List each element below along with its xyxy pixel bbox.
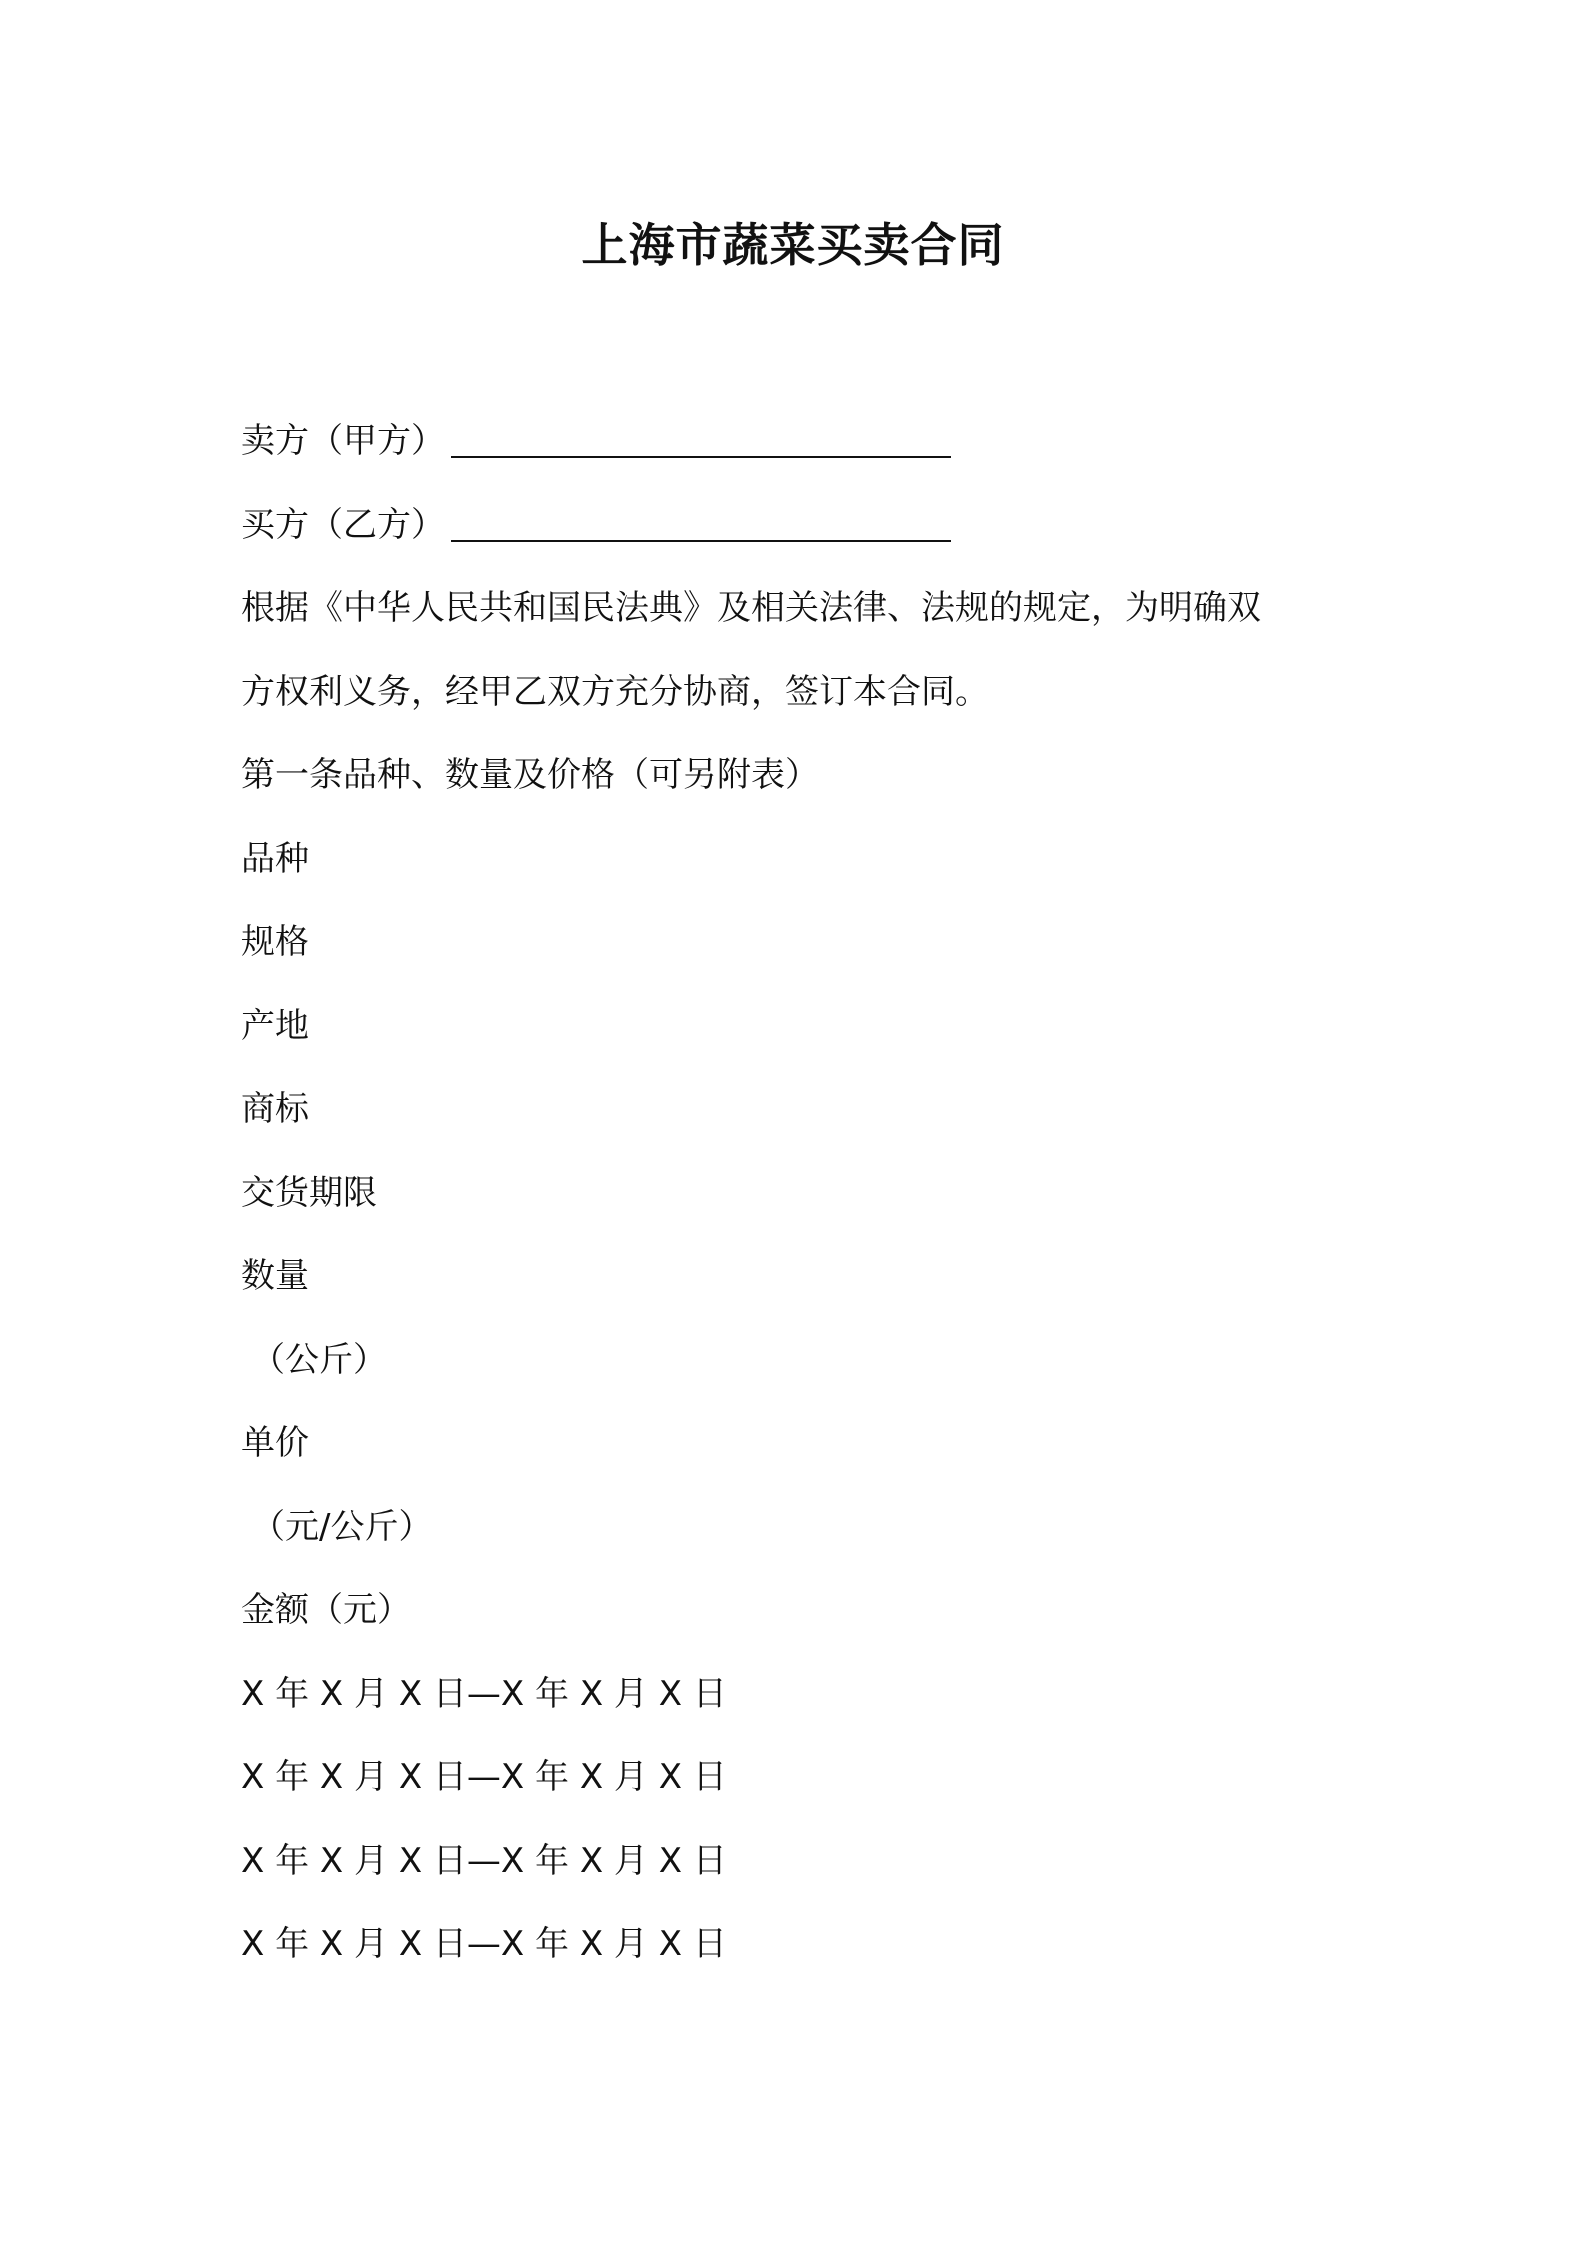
field-unit-price: 单价 (241, 1423, 309, 1463)
field-origin: 产地 (241, 1005, 309, 1046)
field-unit-price-unit: （元/公斤） (251, 1506, 433, 1547)
preamble-line-2: 方权利义务，经甲乙双方充分协商，签订本合同。 (241, 671, 989, 712)
buyer-blank-field (451, 500, 951, 542)
preamble-line-1: 根据《中华人民共和国民法典》及相关法律、法规的规定，为明确双 (241, 588, 1261, 628)
delivery-period-1: X 年 X 月 X 日—X 年 X 月 X 日 (241, 1673, 727, 1714)
buyer-label: 买方（乙方） (241, 504, 445, 545)
field-quantity-unit: （公斤） (251, 1339, 387, 1380)
field-delivery-term: 交货期限 (241, 1172, 377, 1213)
seller-line (241, 400, 1371, 484)
delivery-period-3: X 年 X 月 X 日—X 年 X 月 X 日 (241, 1840, 727, 1881)
seller-blank-field (451, 416, 951, 458)
seller-label: 卖方（甲方） (241, 421, 445, 461)
article-1-heading: 第一条品种、数量及价格（可另附表） (241, 755, 819, 795)
field-quantity: 数量 (241, 1256, 309, 1296)
delivery-period-4: X 年 X 月 X 日—X 年 X 月 X 日 (241, 1924, 727, 1964)
field-variety: 品种 (241, 838, 309, 879)
field-amount: 金额（元） (241, 1590, 411, 1630)
delivery-period-2: X 年 X 月 X 日—X 年 X 月 X 日 (241, 1757, 727, 1797)
field-trademark: 商标 (241, 1089, 309, 1129)
field-specification: 规格 (241, 922, 309, 962)
document-title: 上海市蔬菜买卖合同 (581, 218, 1005, 272)
buyer-line (241, 484, 1371, 568)
document-body (241, 400, 1371, 1987)
